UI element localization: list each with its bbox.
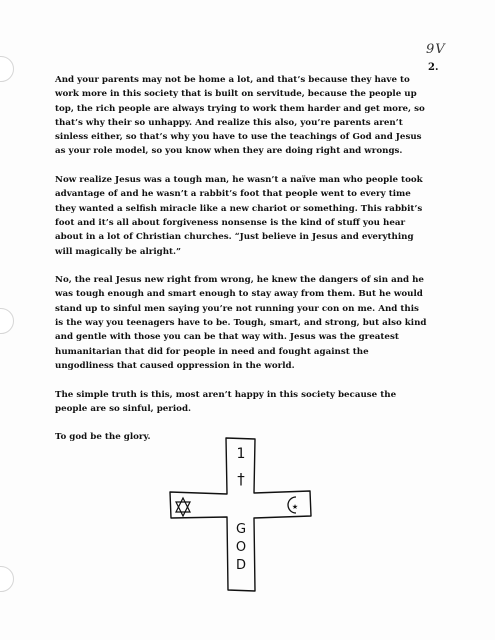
paragraph-simple-truth: The simple truth is this, most aren’t happy in this society because the people are so sinful, period. <box>55 389 397 414</box>
paragraph-real-jesus: No, the real Jesus new right from wrong, he knew the dangers of sin and he was tough enough and smart enough to stay away from them. But he would stand up to sinful men saying you’re not running your con on me. And this is the way you teenagers have to be. Tough, smart, and strong, but also kind and gentle with those you can be that way with. Jesus was the greatest humanitarian that did for people in need and fought against the ungodliness that caused oppression in the world. <box>55 275 427 371</box>
cross-letter-d: D <box>235 558 247 573</box>
cross-letter-g: G <box>235 522 247 537</box>
paragraph-parents: And your parents may not be home a lot, and that’s because they have to work more in this society that is built on servitude, because the people up top, the rich people are always trying to work them harder and get more, so that’s why their so unhappy. And realize this also, you’re parents aren’t sinless either, so that’s why you have to use the teachings of God and Jesus as your role model, so you know when they are doing right and wrongs. <box>55 75 425 157</box>
handwritten-page-mark: 9V <box>426 42 446 57</box>
crescent-star-icon <box>288 497 298 513</box>
cross-letter-o: O <box>235 540 247 555</box>
closing-line: To god be the glory. <box>55 432 151 443</box>
page-number: 2. <box>428 62 439 73</box>
body-text <box>55 73 427 459</box>
star-of-david-icon <box>176 498 190 516</box>
hand-drawn-cross <box>168 434 318 594</box>
punch-hole-middle <box>0 308 14 334</box>
punch-hole-bottom <box>0 566 14 592</box>
svg-text:★: ★ <box>291 503 299 511</box>
paragraph-tough-jesus: Now realize Jesus was a tough man, he wasn’t a naïve man who people took advantage of and he wasn’t a rabbit’s foot that people went to every time they wanted a selfish miracle like a new chariot or something. This rabbit’s foot and it’s all about forgiveness nonsense is the kind of stuff you hear about in a lot of Christian churches. “Just believe in Jesus and everything will magically be alright.” <box>55 175 423 257</box>
cross-center-symbol: † <box>237 470 245 488</box>
punch-hole-top <box>0 56 14 82</box>
cross-top-label: 1 <box>236 446 246 462</box>
